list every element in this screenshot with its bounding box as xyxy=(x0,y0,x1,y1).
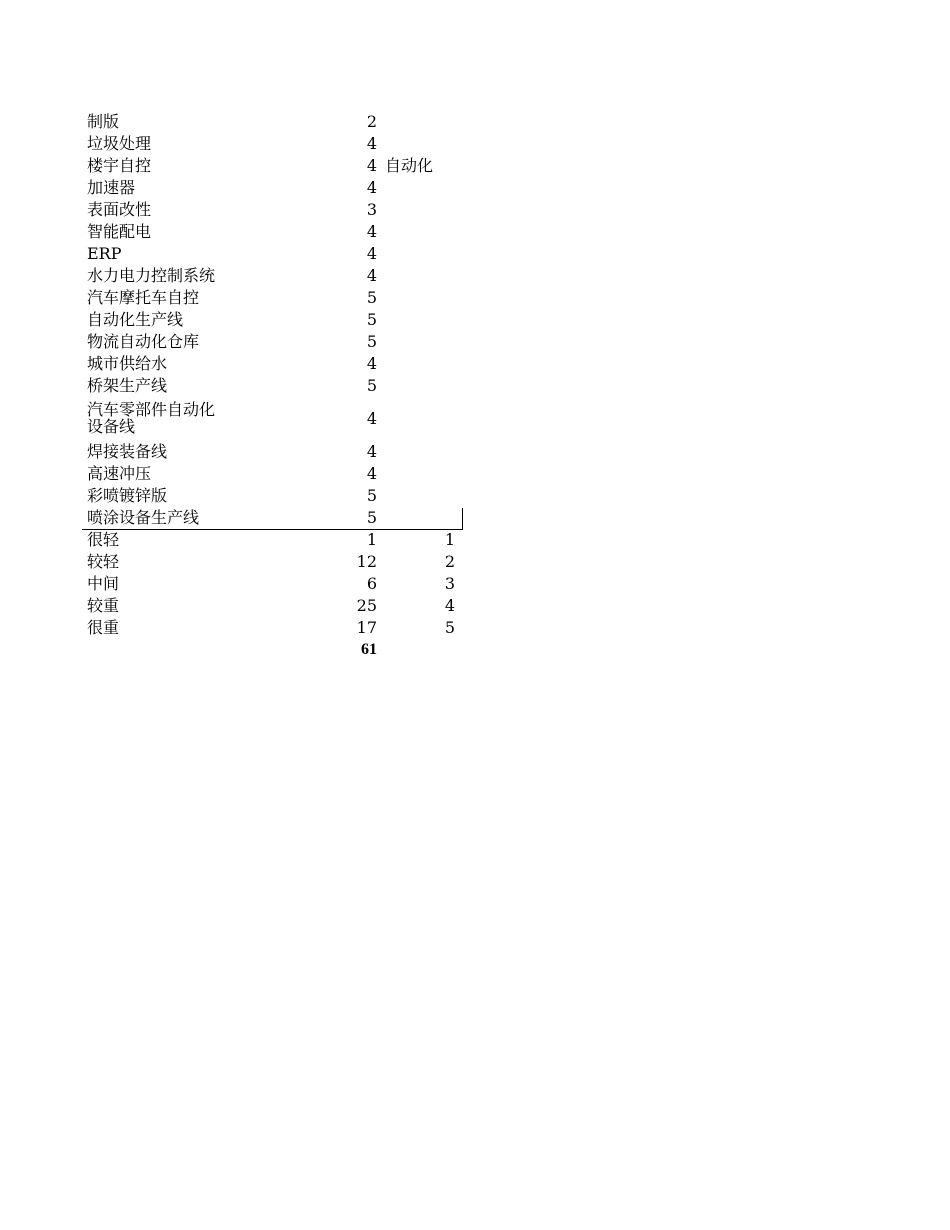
summary-count: 6 xyxy=(366,573,377,593)
summary-count: 17 xyxy=(356,617,377,637)
item-value: 4 xyxy=(366,177,377,197)
item-name: 喷涂设备生产线 xyxy=(87,507,200,527)
item-name: 城市供给水 xyxy=(87,353,168,373)
item-value: 5 xyxy=(366,507,377,527)
item-value: 4 xyxy=(366,408,377,428)
item-value: 4 xyxy=(366,243,377,263)
table-row xyxy=(82,198,464,220)
selection-border-bottom xyxy=(82,529,463,530)
table-row xyxy=(82,396,464,440)
table-row xyxy=(82,506,464,528)
item-value: 3 xyxy=(366,199,377,219)
summary-label: 很重 xyxy=(87,617,120,637)
summary-row xyxy=(82,616,464,638)
table-row xyxy=(82,330,464,352)
item-value: 4 xyxy=(366,155,377,175)
item-name: 焊接装备线 xyxy=(87,441,168,461)
summary-row xyxy=(82,594,464,616)
item-name: 高速冲压 xyxy=(87,463,152,483)
table-row xyxy=(82,242,464,264)
summary-level: 5 xyxy=(444,617,455,637)
item-value: 5 xyxy=(366,375,377,395)
item-name: 垃圾处理 xyxy=(87,133,152,153)
item-name: 彩喷镀锌版 xyxy=(87,485,168,505)
item-note: 自动化 xyxy=(385,155,434,175)
table-row xyxy=(82,220,464,242)
item-value: 4 xyxy=(366,265,377,285)
item-name: 水力电力控制系统 xyxy=(87,265,216,285)
summary-level: 1 xyxy=(444,529,455,549)
table-row xyxy=(82,286,464,308)
item-value: 4 xyxy=(366,463,377,483)
item-value: 5 xyxy=(366,485,377,505)
item-name: ERP xyxy=(87,243,122,263)
table-row xyxy=(82,352,464,374)
summary-label: 较重 xyxy=(87,595,120,615)
table-row xyxy=(82,374,464,396)
summary-label: 很轻 xyxy=(87,529,120,549)
item-name: 加速器 xyxy=(87,177,136,197)
item-name: 物流自动化仓库 xyxy=(87,331,200,351)
table-row xyxy=(82,462,464,484)
item-value: 4 xyxy=(366,221,377,241)
table-row xyxy=(82,176,464,198)
table-row xyxy=(82,154,464,176)
table-row xyxy=(82,110,464,132)
item-value: 5 xyxy=(366,331,377,351)
summary-count: 1 xyxy=(366,529,377,549)
item-value: 2 xyxy=(366,111,377,131)
summary-row xyxy=(82,550,464,572)
spreadsheet xyxy=(82,110,464,660)
table-row xyxy=(82,440,464,462)
summary-count: 12 xyxy=(356,551,377,571)
summary-level: 4 xyxy=(444,595,455,615)
table-row xyxy=(82,308,464,330)
item-name: 制版 xyxy=(87,111,120,131)
item-name: 表面改性 xyxy=(87,199,152,219)
summary-count: 25 xyxy=(356,595,377,615)
item-value: 5 xyxy=(366,309,377,329)
item-value: 4 xyxy=(366,133,377,153)
item-name: 楼宇自控 xyxy=(87,155,152,175)
item-value: 4 xyxy=(366,441,377,461)
item-value: 4 xyxy=(366,353,377,373)
total-row xyxy=(82,638,464,660)
selection-border-right xyxy=(462,508,463,530)
table-row xyxy=(82,264,464,286)
item-name: 汽车摩托车自控 xyxy=(87,287,200,307)
item-name: 汽车零部件自动化 设备线 xyxy=(87,400,216,436)
summary-label: 中间 xyxy=(87,573,120,593)
total-value: 61 xyxy=(361,640,377,658)
item-name: 自动化生产线 xyxy=(87,309,184,329)
summary-level: 3 xyxy=(444,573,455,593)
table-row xyxy=(82,484,464,506)
summary-row xyxy=(82,572,464,594)
summary-label: 较轻 xyxy=(87,551,120,571)
summary-row xyxy=(82,528,464,550)
item-name: 桥架生产线 xyxy=(87,375,168,395)
item-value: 5 xyxy=(366,287,377,307)
summary-level: 2 xyxy=(444,551,455,571)
table-row xyxy=(82,132,464,154)
item-name: 智能配电 xyxy=(87,221,152,241)
